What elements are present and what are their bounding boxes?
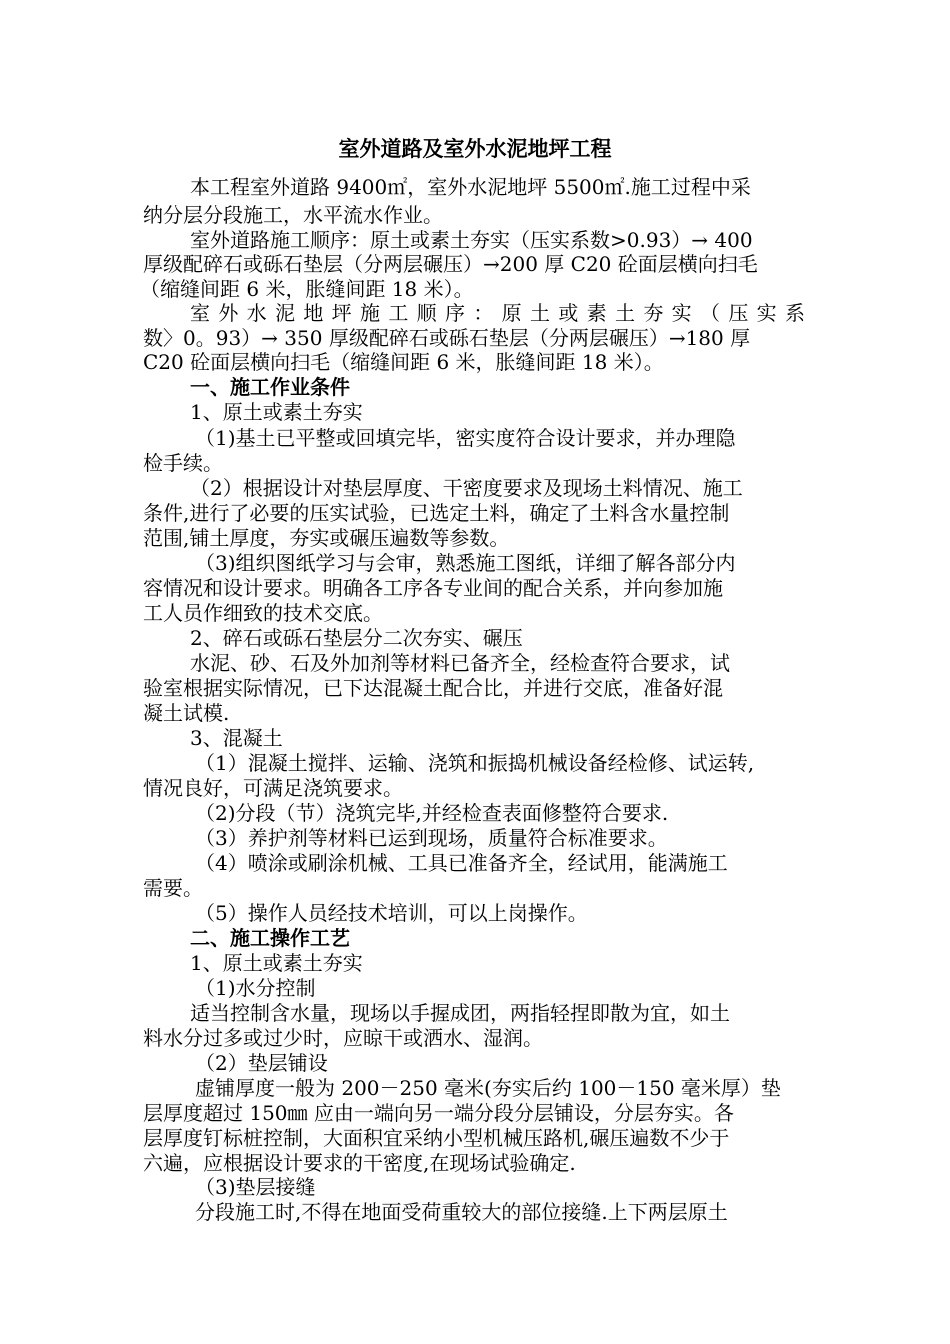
section-heading: 二、施工操作工艺	[190, 926, 350, 950]
body-line: 料水分过多或过少时，应晾干或洒水、湿润。	[143, 1026, 543, 1050]
body-line: 本工程室外道路 9400㎡，室外水泥地坪 5500㎡.施工过程中采	[190, 175, 751, 199]
body-line: 适当控制含水量，现场以手握成团，两指轻捏即散为宜，如土	[190, 1001, 730, 1025]
body-line: 室外道路施工顺序：原土或素土夯实（压实系数>0.93）→ 400	[190, 228, 753, 252]
body-line: 需要。	[143, 876, 203, 900]
section-heading: 一、施工作业条件	[190, 375, 350, 399]
body-line: 凝土试模.	[143, 701, 230, 725]
subsection-heading: （2）垫层铺设	[195, 1051, 328, 1075]
subsection-heading: （3)垫层接缝	[195, 1175, 316, 1199]
body-line: （2)分段（节）浇筑完毕,并经检查表面修整符合要求.	[195, 801, 669, 825]
body-line: 条件,进行了必要的压实试验，已选定土料，确定了土料含水量控制	[143, 501, 730, 525]
body-line: （缩缝间距 6 米，胀缝间距 18 米）。	[140, 277, 474, 301]
body-line: 情况良好，可满足浇筑要求。	[143, 776, 403, 800]
body-line: 层厚度钉标桩控制，大面积宜采纳小型机械压路机,碾压遍数不少于	[143, 1126, 730, 1150]
body-line: 分段施工时,不得在地面受荷重较大的部位接缝.上下两层原土	[195, 1200, 728, 1224]
body-line: 虚铺厚度一般为 200－250 毫米(夯实后约 100－150 毫米厚）垫	[195, 1076, 781, 1100]
body-line: 层厚度超过 150㎜ 应由一端向另一端分段分层铺设，分层夯实。各	[143, 1101, 734, 1125]
body-line: 纳分层分段施工，水平流水作业。	[143, 203, 443, 227]
body-line: （5）操作人员经技术培训，可以上岗操作。	[195, 901, 588, 925]
body-line: 范围,铺土厚度，夯实或碾压遍数等参数。	[143, 526, 510, 550]
document-title: 室外道路及室外水泥地坪工程	[338, 136, 612, 161]
body-line: （2）根据设计对垫层厚度、干密度要求及现场土料情况、施工	[190, 476, 743, 500]
subsection-heading: 1、原土或素土夯实	[190, 951, 363, 975]
body-line: （3)组织图纸学习与会审，熟悉施工图纸，详细了解各部分内	[195, 551, 736, 575]
body-line: 水泥、砂、石及外加剂等材料已备齐全，经检查符合要求，试	[190, 651, 730, 675]
body-line: 检手续。	[143, 451, 223, 475]
subsection-heading: 3、混凝土	[190, 726, 283, 750]
body-line: 容情况和设计要求。明确各工序各专业间的配合关系，并向参加施	[143, 576, 723, 600]
body-line: （4）喷涂或刷涂机械、工具已准备齐全，经试用，能满施工	[195, 851, 728, 875]
body-line: （1)基土已平整或回填完毕，密实度符合设计要求，并办理隐	[195, 426, 736, 450]
subsection-heading: 2、碎石或砾石垫层分二次夯实、碾压	[190, 626, 523, 650]
body-line: 工人员作细致的技术交底。	[143, 601, 383, 625]
body-line: 厚级配碎石或砾石垫层（分两层碾压）→200 厚 C20 砼面层横向扫毛	[143, 252, 758, 276]
body-line: 室外水泥地坪施工顺序：原土或素土夯实（压实系	[190, 301, 805, 325]
body-line: C20 砼面层横向扫毛（缩缝间距 6 米，胀缝间距 18 米）。	[143, 350, 664, 374]
body-line: （1）混凝土搅拌、运输、浇筑和振捣机械设备经检修、试运转,	[195, 751, 755, 775]
subsection-heading: 1、原土或素土夯实	[190, 400, 363, 424]
subsection-heading: （1)水分控制	[195, 976, 316, 1000]
body-line: 数〉0。93）→ 350 厚级配碎石或砾石垫层（分两层碾压）→180 厚	[143, 326, 751, 350]
body-line: 六遍，应根据设计要求的干密度,在现场试验确定.	[143, 1151, 576, 1175]
body-line: 验室根据实际情况，已下达混凝土配合比，并进行交底，准备好混	[143, 676, 723, 700]
body-line: （3）养护剂等材料已运到现场，质量符合标准要求。	[195, 826, 668, 850]
